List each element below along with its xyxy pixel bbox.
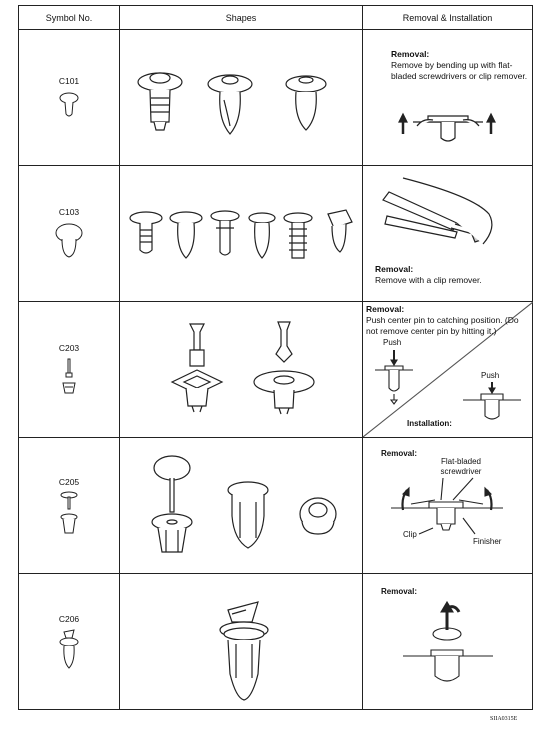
removal-cell: [363, 574, 533, 710]
clip-c203-shapes-icon: [120, 302, 363, 437]
removal-cell: [363, 438, 533, 574]
removal-label: Removal:: [366, 304, 405, 314]
symbol-cell: [19, 30, 120, 166]
shapes-cell: [120, 30, 363, 166]
finisher-label: Finisher: [473, 537, 502, 546]
clip-c103-shapes-icon: [120, 166, 363, 301]
clip-c206-shapes-icon: [120, 574, 363, 709]
header-removal: Removal & Installation: [363, 6, 533, 30]
symbol-cell: [19, 574, 120, 710]
table-row: [19, 438, 533, 574]
push-label: Push: [481, 371, 500, 380]
table-row: [19, 302, 533, 438]
symbol-code: C203: [58, 342, 80, 353]
clip-c101-shapes-icon: [120, 30, 363, 165]
shapes-cell: [120, 166, 363, 302]
clip-c103-symbol-icon: [54, 221, 84, 261]
symbol-code: C206: [58, 613, 80, 624]
table-row: [19, 30, 533, 166]
removal-text: Remove by bending up with flat-bladed screwdrivers or clip remover.: [391, 60, 528, 81]
table-row: [19, 574, 533, 710]
clip-label: Clip: [403, 530, 417, 539]
removal-cell: [363, 30, 533, 166]
removal-cell: [363, 166, 533, 302]
removal-label: Removal:: [375, 264, 414, 274]
header-shapes: Shapes: [120, 6, 363, 30]
clip-table: [18, 5, 533, 710]
shapes-cell: [120, 302, 363, 438]
figure-code: SIIA0315E: [490, 716, 518, 722]
removal-text: Remove with a clip remover.: [375, 275, 482, 285]
clip-c101-symbol-icon: [57, 90, 81, 120]
removal-cell: [363, 302, 533, 438]
removal-label: Removal:: [381, 449, 418, 458]
table-row: [19, 166, 533, 302]
symbol-code: C103: [58, 206, 80, 217]
removal-label: Removal:: [391, 49, 430, 59]
shapes-cell: [120, 438, 363, 574]
clip-c205-symbol-icon: [58, 491, 80, 535]
shapes-cell: [120, 574, 363, 710]
push-label: Push: [383, 338, 402, 347]
installation-label: Installation:: [407, 419, 452, 428]
screwdriver-label: Flat-bladed screwdriver: [440, 457, 482, 476]
symbol-cell: [19, 438, 120, 574]
clip-c205-shapes-icon: [120, 438, 363, 573]
clip-c206-symbol-icon: [58, 628, 80, 670]
clip-c203-symbol-icon: [59, 357, 79, 397]
symbol-cell: [19, 302, 120, 438]
header-row: [19, 6, 533, 30]
symbol-cell: [19, 166, 120, 302]
symbol-code: C205: [58, 476, 80, 487]
removal-label: Removal:: [381, 587, 418, 596]
removal-text: Push center pin to catching position. (Do not remove center pin by hitting it.): [366, 315, 519, 336]
header-symbol: Symbol No.: [19, 6, 120, 30]
symbol-code: C101: [58, 75, 80, 86]
